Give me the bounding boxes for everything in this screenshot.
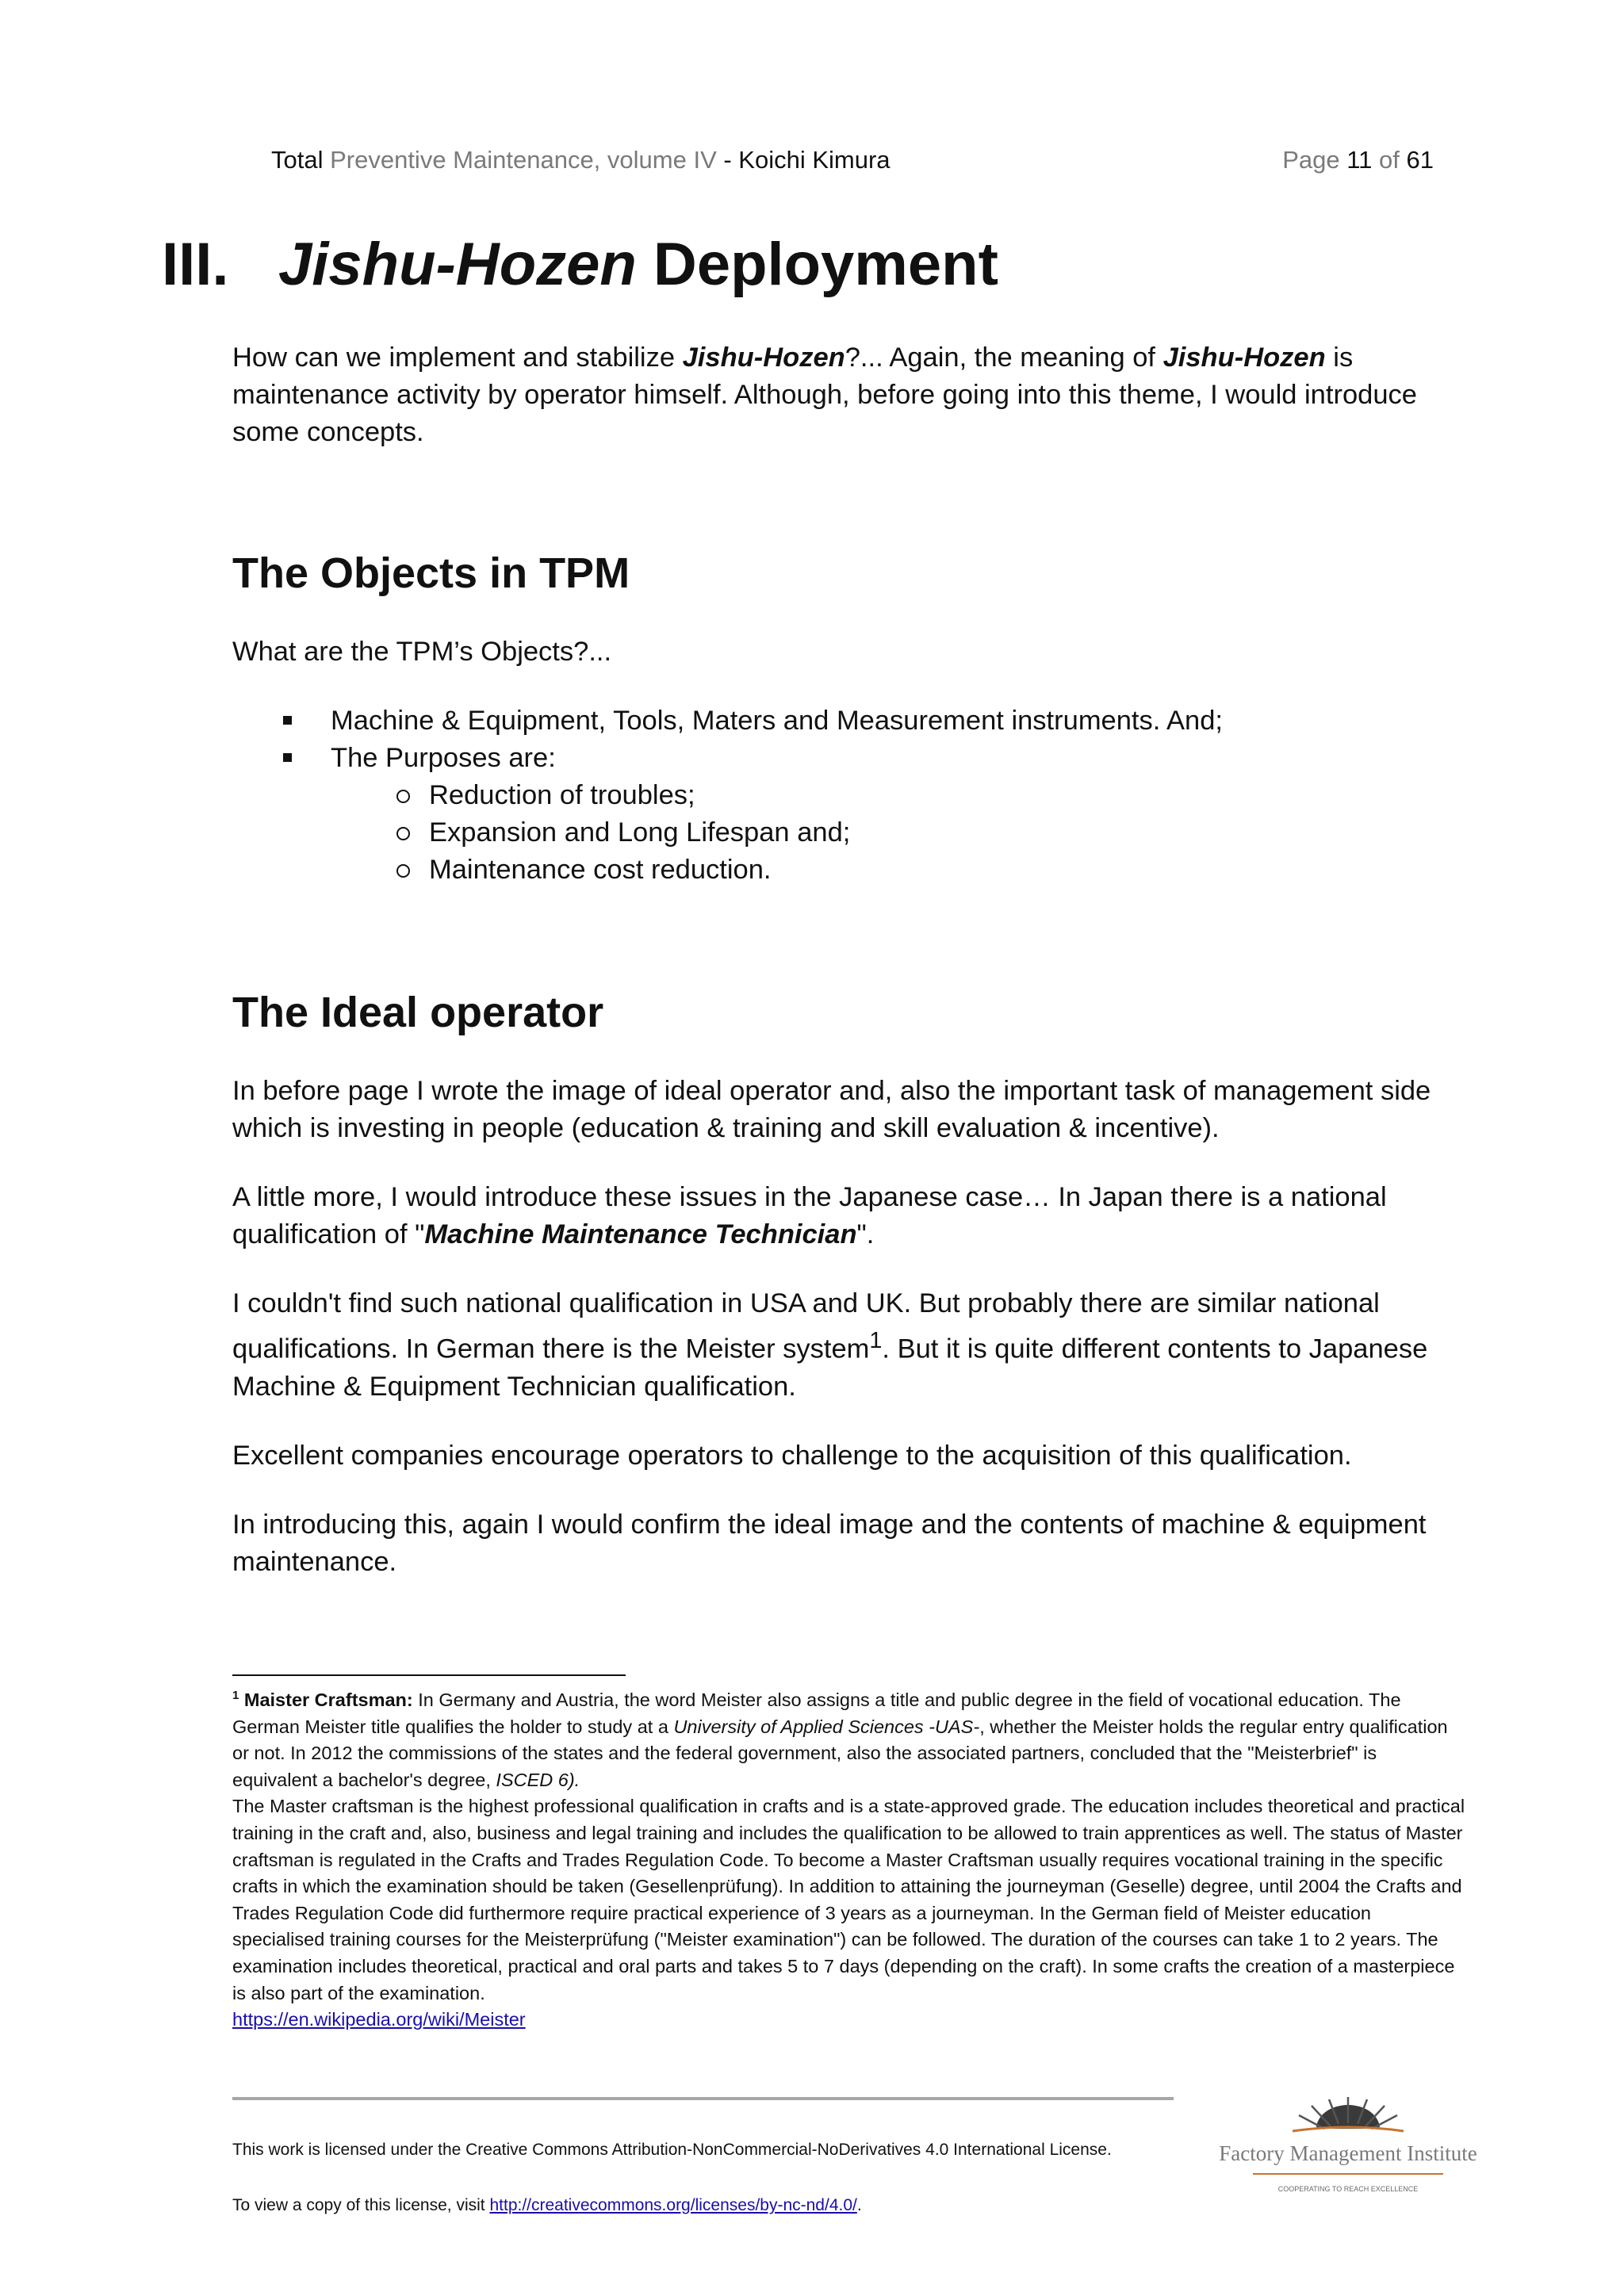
p2-term: Machine Maintenance Technician [424, 1219, 857, 1249]
doc-title-main: Preventive Maintenance, volume IV [323, 146, 717, 174]
footnote-text-a1: In Germany and Austria, the word Meister also assigns a title and public degree in the field of vocational education. The German Meister title qualifies the holder to study at a [232, 1689, 1401, 1737]
footnote-italic-1: University of Applied Sciences -UAS- [673, 1716, 980, 1737]
page-word: Page [1282, 146, 1347, 174]
ideal-paragraph-4: Excellent companies encourage operators to challenge to the acquisition of this qualification. [232, 1440, 1352, 1471]
objects-list [232, 702, 1461, 889]
intro-paragraph [232, 339, 1461, 451]
footnote-label: Maister Craftsman: [239, 1689, 413, 1710]
sub-list-item [331, 814, 1461, 851]
factory-management-institute-logo [1213, 2093, 1483, 2204]
intro-term-1: Jishu-Hozen [682, 342, 845, 373]
license-link[interactable]: http://creativecommons.org/licenses/by-nc-nd/4.0/ [489, 2196, 857, 2214]
list-item-text: The Purposes are: [331, 743, 556, 773]
footnote-link[interactable]: https://en.wikipedia.org/wiki/Meister [232, 2009, 526, 2030]
page-current: 11 [1346, 146, 1373, 174]
footnote-paragraph-2: The Master craftsman is the highest professional qualification in crafts and is a state-approved grade. The education includes theoretical and practical training in the craft and, also, business and legal training and includes the qualification to be allowed to train apprentices as well. The status of Master craftsman is regulated in the Crafts and Trades Regulation Code. To become a Master Craftsman usually requires vocational training in the specific crafts in which the examination should be taken (Gesellenprüfung). In addition to attaining the journeyman (Geselle) degree, until 2004 the Crafts and Trades Regulation Code did furthermore require practical experience of 3 years as a journeyman. In the German field of Meister education specialised training courses for the Meisterprüfung ("Meister examination") can be followed. The duration of the courses can take 1 to 2 years. The examination includes theoretical, practical and oral parts and takes 5 to 7 days (depending on the craft). In some crafts the creation of a masterpiece is also part of the examination. [232, 1796, 1465, 2003]
license-text: This work is licensed under the Creative Commons Attribution-NonCommercial-NoDerivatives 4.0 International License. [232, 2141, 1112, 2159]
circle-bullet-icon [396, 827, 410, 840]
p3-text-b: . But it is quite different contents to Japanese Machine & Equipment Technician qualification. [232, 1334, 1428, 1402]
chapter-title-italic: Jishu-Hozen [278, 231, 637, 298]
license-link-prefix: To view a copy of this license, visit [232, 2196, 490, 2214]
section-heading-ideal-operator: The Ideal operator [232, 989, 604, 1036]
chapter-number: III. [162, 231, 229, 298]
list-item [232, 740, 1461, 889]
p3-text-a: I couldn't find such national qualification in USA and UK. But probably there are similar national qualifications. In German there is the Meister system [232, 1288, 1380, 1364]
footnote-number: 1 [232, 1689, 239, 1703]
circle-bullet-icon [396, 790, 410, 803]
license-link-suffix: . [856, 2196, 862, 2214]
logo-tagline: COOPERATING TO REACH EXCELLENCE [1277, 2185, 1419, 2193]
doc-title-total: Total [271, 146, 324, 174]
footnote-text-a2: , whether the Meister holds the regular entry qualification or not. In 2012 the commissions of the states and the federal government, also the associated partners, concluded that the "Meisterbrief" is equivalent a bachelor's degree, [232, 1716, 1448, 1790]
ideal-paragraph-5: In introducing this, again I would confirm the ideal image and the contents of machine & equipment maintenance. [232, 1509, 1427, 1577]
sub-list-item-text: Reduction of troubles; [429, 780, 695, 810]
ideal-paragraph-2 [232, 1179, 1461, 1253]
p2-text-a: A little more, I would introduce these issues in the Japanese case… In Japan there is a national qualification of " [232, 1182, 1387, 1249]
page-total: 61 [1406, 146, 1434, 174]
section-heading-objects: The Objects in TPM [232, 549, 630, 597]
page-number [1282, 146, 1434, 174]
of-word: of [1372, 146, 1407, 174]
footer-separator [232, 2097, 1174, 2100]
intro-term-2: Jishu-Hozen [1162, 342, 1326, 373]
doc-author: - Koichi Kimura [716, 146, 891, 174]
list-item [232, 702, 1461, 740]
intro-text-1: How can we implement and stabilize [232, 342, 683, 373]
chapter-title-rest: Deployment [636, 231, 998, 298]
sub-list-item-text: Maintenance cost reduction. [429, 855, 772, 885]
license-link-line [232, 2196, 862, 2215]
intro-text-3: is maintenance activity by operator himself. Although, before going into this theme, I would introduce some concepts. [232, 342, 1417, 447]
ideal-paragraph-1: In before page I wrote the image of ideal operator and, also the important task of management side which is investing in people (education & training and skill evaluation & incentive). [232, 1076, 1431, 1143]
square-bullet-icon [283, 753, 292, 762]
document-title [271, 146, 891, 174]
purposes-list [331, 777, 1461, 889]
circle-bullet-icon [396, 864, 410, 878]
sub-list-item [331, 777, 1461, 814]
sub-list-item [331, 851, 1461, 889]
body-text [232, 339, 1461, 1581]
logo-emblem-icon [1293, 2097, 1404, 2131]
objects-question: What are the TPM’s Objects?... [232, 637, 612, 667]
chapter-title [162, 230, 998, 299]
page-header [271, 146, 1434, 184]
intro-text-2: ?... Again, the meaning of [845, 342, 1163, 373]
p2-text-c: ". [856, 1219, 875, 1249]
square-bullet-icon [283, 716, 292, 725]
footnote-separator [232, 1674, 626, 1676]
ideal-paragraph-3 [232, 1285, 1461, 1406]
footnote-paragraph-1 [232, 1687, 1465, 1793]
footnote [232, 1687, 1465, 2034]
sub-list-item-text: Expansion and Long Lifespan and; [429, 817, 851, 848]
logo-wordmark: Factory Management Institute [1219, 2141, 1477, 2165]
footnote-reference[interactable]: 1 [869, 1328, 883, 1353]
list-item-text: Machine & Equipment, Tools, Maters and Measurement instruments. And; [331, 706, 1224, 736]
footnote-italic-2: ISCED 6). [496, 1769, 580, 1790]
